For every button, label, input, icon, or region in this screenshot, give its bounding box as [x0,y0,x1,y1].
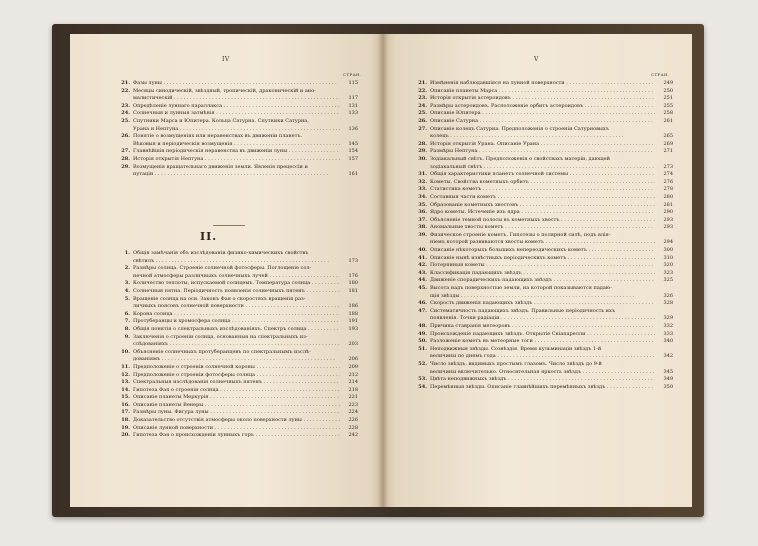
toc-entry-page: 269 [663,140,673,147]
toc-entry-number: 8. [124,325,130,332]
left-column-head: СТРАН. [343,72,362,77]
toc-entry-page: 212 [348,371,358,378]
toc-entry-page: 206 [348,356,358,363]
toc-entry-title: малистическій . . . [133,95,340,103]
toc-entry [415,171,673,179]
toc-entry [118,126,358,134]
toc-entry-title: дованіямъ . . . [133,356,340,364]
toc-entry-page: 133 [348,110,358,117]
toc-entry [118,280,358,288]
toc-entry-title: Спутники Марса и Юпитера. Кольца Сатурна. Спутники Сатурна, [133,117,309,124]
toc-entry [415,384,673,392]
toc-entry-number: 18. [121,417,130,424]
toc-entry-page: 224 [348,409,358,416]
toc-entry-title: Составныя части кометъ . . . [430,194,655,202]
toc-entry-title: Вращеніе солнца на оси. Законъ Фая о скоростяхъ вращенія раз- [133,295,306,302]
toc-entry-page: 157 [348,155,358,162]
toc-entry-title: Вѣковыя и періодическія возмущенія . . . [133,141,340,149]
right-column-head: СТРАН. [651,72,670,77]
toc-entry [118,296,358,304]
toc-entry-number: 13. [121,379,130,386]
toc-entry-title: Причина ставранія метеоровъ . . . [430,323,655,331]
toc-entry [415,369,673,377]
toc-entry [118,425,358,433]
toc-entry-title: Описаніе Юпитера . . . [430,110,655,118]
toc-entry-page: 293 [663,224,673,231]
toc-entry [118,409,358,417]
toc-entry [415,323,673,331]
toc-entry-number: 39. [418,231,427,238]
toc-entry [118,258,358,266]
toc-entry-title: Общія замѣчанія объ изслѣдованіи физико-химическихъ свойствъ [133,250,309,256]
toc-entry [118,417,358,425]
toc-entry-page: 145 [348,140,358,147]
toc-entry-title: Описаніе нынѣ извѣстныхъ періодическихъ кометъ . . . [430,255,655,263]
toc-entry-title: зодіакальный свѣтъ . . . [430,164,655,172]
toc-entry [415,353,673,361]
toc-entry-title: Описаніе планеты Венеры . . . [133,402,340,410]
section-rule [213,225,245,226]
toc-entry-number: 43. [418,269,427,276]
toc-entry [118,156,358,164]
toc-entry-page: 161 [348,171,358,178]
toc-entry-page: 228 [348,424,358,431]
toc-entry [118,110,358,118]
toc-entry-title: Потерянныя кометы . . . [430,262,655,270]
toc-entry-page: 345 [663,368,673,375]
toc-entry-page: 271 [663,148,673,155]
toc-entry [118,394,358,402]
toc-entry [118,379,358,387]
toc-entry [118,372,358,380]
toc-entry-title: Заключенія о строеніи солнца, основанныя на спектральныхъ из- [133,333,308,340]
toc-entry-page: 325 [663,277,673,284]
toc-entry-number: 1. [124,250,130,256]
toc-entry-number: 33. [418,186,427,193]
toc-entry [118,432,358,440]
toc-entry-title: Описаніе нѣкоторыхъ большихъ непереодическихъ кометъ . . . [430,247,655,255]
toc-entry [118,364,358,372]
toc-entry-title: Зодіакальный свѣтъ. Предположенія о свойствахъ матеріи, дающей [430,155,610,162]
right-page-folio: V [534,56,539,63]
toc-entry [118,288,358,296]
toc-entry-number: 17. [121,409,130,416]
toc-entry-page: 261 [663,117,673,124]
toc-entry-title: Предположеніе о строеніи фотосферы солнца . . . [133,372,340,380]
toc-entry-page: 188 [348,310,358,317]
toc-entry-page: 136 [348,125,358,132]
toc-entry [415,293,673,301]
toc-entry-title: Происхожденіе падающихъ звѣздъ. Открытіе Скіапарелли . . . [430,331,655,339]
toc-entry [415,315,673,323]
toc-entry-title: Цвѣта неподвижныхъ звѣздъ . . . [430,376,655,384]
toc-entry-page: 290 [663,209,673,216]
toc-entry-number: 23. [121,102,130,109]
toc-entry [415,141,673,149]
toc-entry [415,262,673,270]
toc-entry-page: 181 [348,287,358,294]
toc-entry-title: нечной атмосферы различныхъ солнечныхъ лучей . . . [133,273,340,281]
toc-entry-title: Предположеніе о строеніи солнечной короны . . . [133,364,340,372]
toc-entry-title: Доказательство отсутствія атмосферы около поверхности луны . . . [133,417,340,425]
toc-entry-page: 329 [663,315,673,322]
toc-entry [415,308,673,316]
toc-entry-number: 47. [418,307,427,314]
toc-entry-number: 46. [418,300,427,307]
toc-entry-number: 27. [418,125,427,132]
toc-entry-title: Измѣненія наблюдавшіяся на лунной поверхности . . . [430,80,655,88]
toc-entry-title: Неподвижныя звѣзды. Созвѣздія. Время кульминаціи звѣздъ 1-й [430,345,602,352]
toc-entry-number: 26. [121,133,130,140]
toc-entry-number: 30. [418,155,427,162]
toc-entry-number: 27. [121,148,130,155]
toc-entry [415,179,673,187]
toc-entry [415,224,673,232]
toc-entry-page: 328 [663,300,673,307]
toc-entry-title: Перемѣнныя звѣзды. Описаніе главнѣйшихъ перемѣнныхъ звѣздъ . . . [430,384,655,392]
toc-entry-page: 115 [348,80,358,86]
toc-entry [118,326,358,334]
toc-entry [118,303,358,311]
left-page-folio: IV [222,56,230,63]
toc-entry [118,88,358,96]
toc-entry-title: Классификація падающихъ звѣздъ . . . [430,270,655,278]
toc-entry-number: 21. [121,80,130,86]
toc-entry-page: 294 [663,239,673,246]
toc-entry-page: 255 [663,102,673,109]
toc-entry-page: 333 [663,330,673,337]
toc-entry-page: 340 [663,338,673,345]
toc-entry-page: 265 [663,133,673,140]
toc-entry [415,186,673,194]
toc-entry-title: Протуберанцы и хромосфера солнца . . . [133,318,340,326]
toc-entry-title: Движеніе спорадическихъ падающихъ звѣздъ . . . [430,277,655,285]
toc-entry [415,277,673,285]
toc-entry [415,164,673,172]
toc-entry-page: 180 [348,280,358,287]
toc-entry-page: 209 [348,363,358,370]
toc-entry-number: 24. [121,110,130,117]
toc-entry-page: 176 [348,272,358,279]
toc-entry-page: 249 [663,80,673,86]
toc-entry [118,95,358,103]
toc-entry [415,118,673,126]
toc-entry-number: 36. [418,209,427,216]
toc-entry-number: 25. [121,117,130,124]
toc-entry [415,338,673,346]
toc-entry-title: Описаніе планеты Меркурія . . . [133,394,340,402]
toc-entry-title: Размѣры астероидовъ. Расположеніе орбитъ астероидовъ . . . [430,103,655,111]
toc-entry [415,285,673,293]
toc-entry-title: Описаніе колецъ Сатурна. Предположенія о строеніи Сатурновыхъ [430,125,609,132]
toc-entry-title: Возмущенія вращательнаго движенія земли. Явленія прецессіи и [133,163,308,170]
toc-entry [415,255,673,263]
toc-entry-number: 16. [121,401,130,408]
toc-entry-number: 28. [418,140,427,147]
toc-entry-title: Аномальные хвосты кометъ . . . [430,224,655,232]
toc-entry-title: ніемъ которой развиваются хвосты кометъ . . . [430,239,655,247]
toc-entry-page: 154 [348,148,358,155]
toc-entry-page: 276 [663,178,673,185]
toc-entry-number: 34. [418,193,427,200]
toc-entry-title: Систематичность падающихъ звѣздъ. Правильные періодичность ихъ [430,307,616,314]
toc-entry-number: 14. [121,386,130,393]
toc-entry-number: 12. [121,371,130,378]
toc-entry-number: 42. [418,262,427,269]
toc-entry-page: 320 [663,262,673,269]
toc-entry-number: 52. [418,360,427,367]
toc-entry-page: 349 [663,376,673,383]
toc-entry-number: 10. [121,348,130,355]
toc-entry [118,148,358,156]
toc-entry-page: 186 [348,303,358,310]
toc-entry [415,376,673,384]
toc-entry-title: Размѣры луны. Фигура луны . . . [133,409,340,417]
toc-entry-page: 251 [663,95,673,102]
toc-entry [118,311,358,319]
toc-entry-title: колецъ . . . [430,133,655,141]
toc-entry-number: 35. [418,201,427,208]
toc-entry [118,103,358,111]
toc-entry-title: щія звѣзды . . . [430,293,655,301]
toc-entry-title: Опредѣленіе луннаго параллакса . . . [133,103,340,111]
toc-entry [415,110,673,118]
toc-entry-number: 25. [418,110,427,117]
toc-entry-title: свѣтилъ . . . [133,258,340,266]
toc-entry-page: 117 [348,95,358,102]
toc-entry-title: Понятіе о возмущеніях или неравенствах въ движеніи планетъ. [133,133,303,140]
toc-entry [415,239,673,247]
toc-entry [415,133,673,141]
toc-entry [118,402,358,410]
toc-entry-number: 28. [121,155,130,162]
toc-entry [415,247,673,255]
toc-entry [415,126,673,134]
toc-entry-page: 300 [663,247,673,254]
toc-entry-number: 6. [124,310,130,317]
toc-entry-title: Месяцы синодическій, звѣздный, тропическій, драконическій и ано- [133,87,316,94]
toc-entry-title: Урана и Нептуна . . . [133,126,340,134]
toc-entry [415,217,673,225]
toc-entry-page: 258 [663,110,673,117]
toc-entry-title: Размѣры солнца. Строеніе солнечной фотосферы. Поглощеніе сол- [133,265,312,272]
toc-entry-number: 26. [418,117,427,124]
toc-entry-title: Общія характеристики планетъ солнечной системы . . . [430,171,655,179]
toc-entry-number: 29. [418,148,427,155]
toc-entry-number: 19. [121,424,130,431]
toc-entry-number: 11. [121,363,130,370]
toc-entry-page: 278 [663,186,673,193]
toc-entry-title: Описаніе Сатурна . . . [430,118,655,126]
book-gutter [378,34,388,507]
toc-entry-number: 24. [418,102,427,109]
toc-entry [415,103,673,111]
toc-entry [118,341,358,349]
toc-entry-number: 5. [124,295,130,302]
toc-entry-title: Исторія открытія астероидовъ . . . [430,95,655,103]
toc-entry-page: 193 [348,325,358,332]
toc-entry-page: 223 [348,401,358,408]
toc-entry-page: 281 [663,201,673,208]
toc-entry [415,346,673,354]
toc-entry-title: Размѣры Нептуна . . . [430,148,655,156]
toc-entry-number: 45. [418,285,427,292]
toc-entry-number: 4. [124,287,130,294]
toc-entry-title: Статистика кометъ . . . [430,186,655,194]
toc-entry-page: 242 [348,432,358,439]
toc-entry-title: Число звѣздъ, видимыхъ простымъ глазомъ. Число звѣздъ до 9-й [430,360,602,367]
toc-entry [118,164,358,172]
toc-entry-page: 342 [663,353,673,360]
toc-entry-page: 326 [663,292,673,299]
toc-entry-title: Солнечныя и лунныя затмѣнія . . . [133,110,340,118]
toc-entry-title: Ядро кометы. Истеченіе изъ ядра . . . [430,209,655,217]
toc-entry-title: Главнѣйшія періодическія неравенства въ движеніи луны . . . [133,148,340,156]
toc-entry-title: Спектральныя изслѣдованія солнечныхъ пятенъ . . . [133,379,340,387]
toc-entry-page: 203 [348,341,358,348]
toc-entry-page: 226 [348,417,358,424]
toc-entry [118,318,358,326]
toc-entry-number: 48. [418,323,427,329]
toc-entry-title: Описаніе планеты Марса . . . [430,88,655,96]
toc-entry-number: 9. [124,333,130,340]
toc-entry-title: Фазы луны . . . [133,80,340,88]
toc-entry-page: 191 [348,318,358,325]
toc-entry [415,194,673,202]
toc-entry [415,331,673,339]
toc-entry [415,80,673,88]
toc-entry-number: 7. [124,318,130,325]
toc-entry-title: Физическое строеніе кометъ. Гипотезы о полярной силѣ, подъ влія- [430,231,611,238]
toc-entry [118,80,358,88]
toc-entry [118,141,358,149]
toc-entry-title: Гипотеза Фая о строеніи солнца . . . [133,387,340,395]
toc-entry-number: 38. [418,224,427,231]
toc-entry-number: 21. [418,80,427,86]
toc-entry-title: Кометы. Свойства кометныхъ орбитъ . . . [430,179,655,187]
toc-entry-title: величины по днямъ года . . . [430,353,655,361]
toc-entry-number: 40. [418,247,427,254]
toc-entry-title: Описаніе лунной поверхности . . . [133,425,340,433]
toc-entry [415,361,673,369]
toc-entry-number: 50. [418,338,427,345]
toc-entry-number: 54. [418,383,427,390]
toc-entry-page: 332 [663,323,673,329]
toc-right [415,80,673,391]
toc-entry [118,171,358,179]
toc-entry-page: 250 [663,87,673,94]
toc-entry-page: 293 [663,216,673,223]
toc-entry [415,95,673,103]
toc-entry [415,232,673,240]
toc-entry-number: 37. [418,216,427,223]
toc-entry-number: 41. [418,254,427,261]
toc-entry-title: нутаціи . . . [133,171,340,179]
toc-entry-title: величины включительно. Относительная яркость звѣздъ . . . [430,369,655,377]
toc-entry-number: 23. [418,95,427,102]
toc-entry-title: слѣдованіяхъ . . . [133,341,340,349]
section-numeral: II. [200,230,218,243]
toc-entry [118,349,358,357]
toc-entry-page: 214 [348,379,358,386]
toc-entry-number: 22. [418,87,427,94]
toc-entry-number: 22. [121,87,130,94]
toc-entry-title: Скорость движенія падающихъ звѣздъ . . . [430,300,655,308]
toc-entry-title: Объясненіе солнечныхъ протуберанцевъ по спектральнымъ изслѣ- [133,348,311,355]
toc-entry [415,148,673,156]
toc-entry-page: 274 [663,171,673,178]
toc-entry-title: Объясненіе темной полосы въ кометныхъ хвостъ . . . [430,217,655,225]
toc-entry-page: 280 [663,193,673,200]
toc-entry [118,133,358,141]
toc-entry [118,334,358,342]
toc-entry [415,300,673,308]
toc-entry [415,209,673,217]
toc-entry-page: 131 [348,102,358,109]
toc-entry [118,265,358,273]
toc-entry-number: 3. [124,280,130,287]
toc-entry-number: 15. [121,394,130,401]
toc-entry-title: Разложеніе кометъ въ метеорные тоги . . . [430,338,655,346]
toc-entry-number: 31. [418,171,427,178]
toc-entry-page: 221 [348,394,358,401]
toc-entry-title: Общія понятія о спектральныхъ изслѣдованіяхъ. Спектръ солнца . . . [133,326,340,334]
toc-entry [118,356,358,364]
toc-entry [415,202,673,210]
toc-entry [118,273,358,281]
toc-entry-title: Корона солнца . . . [133,311,340,319]
toc-entry-title: Гипотеза Фая о происхожденіи лунныхъ горъ . . . [133,432,340,440]
toc-entry-page: 218 [348,386,358,393]
toc-entry-page: 323 [663,269,673,276]
toc-left-section-2 [118,250,358,440]
toc-entry-number: 20. [121,432,130,439]
toc-left-section-1 [118,80,358,179]
toc-entry [118,118,358,126]
toc-entry-number: 29. [121,163,130,170]
toc-entry-title: Количество теплоты, испускаемой солнцемъ. Температура солнца . . . [133,280,340,288]
toc-entry-title: личныхъ поясовъ солнечной поверхности . . . [133,303,340,311]
toc-entry-page: 350 [663,383,673,390]
toc-entry-title: появленія. Точки радіаціи . . . [430,315,655,323]
toc-entry [415,88,673,96]
toc-entry-number: 51. [418,345,427,352]
toc-entry-title: Солнечныя пятна. Періодичность появленія солнечныхъ пятенъ . . . [133,288,340,296]
toc-entry-number: 32. [418,178,427,185]
toc-entry-title: Образованіе кометныхъ хвостовъ . . . [430,202,655,210]
toc-entry-title: Высота надъ поверхностью земли, на которой показываются падаю- [430,285,612,292]
toc-entry [415,270,673,278]
toc-entry-number: 53. [418,376,427,383]
toc-entry-title: Исторія открытія Нептуна . . . [133,156,340,164]
toc-entry-title: Исторія открытія Урана. Описаніе Урана . . . [430,141,655,149]
toc-entry [118,250,358,258]
toc-entry-number: 49. [418,330,427,337]
toc-entry-page: 310 [663,254,673,261]
toc-entry-number: 2. [124,265,130,272]
toc-entry [415,156,673,164]
toc-entry [118,387,358,395]
toc-entry-page: 173 [348,257,358,264]
toc-entry-page: 273 [663,163,673,170]
toc-entry-number: 44. [418,277,427,284]
